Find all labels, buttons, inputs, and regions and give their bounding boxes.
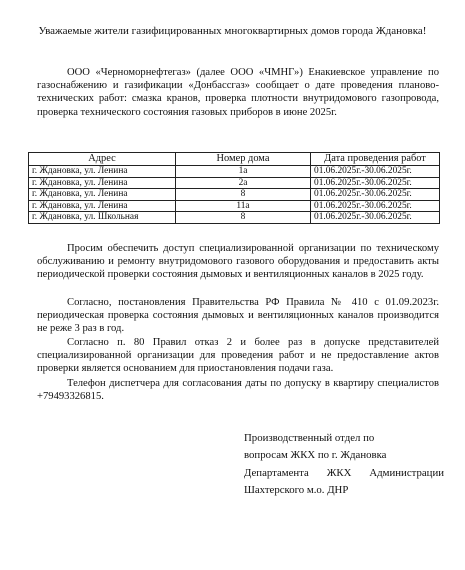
cell-dates: 01.06.2025г.-30.06.2025г.: [311, 189, 440, 201]
cell-address: г. Ждановка, ул. Ленина: [29, 177, 176, 189]
signature-block: [244, 430, 444, 499]
decree-paragraph: Согласно, постановления Правительства РФ Правила № 410 с 01.09.2023г. периодическая проверка состояния дымовых и вентиляционных каналов производится не реже 3 раз в год.: [37, 297, 439, 335]
cell-house: 11а: [176, 200, 311, 212]
table-row: [29, 166, 440, 178]
signature-word-zhkh: ЖКХ: [326, 466, 352, 479]
cell-address: г. Ждановка, ул. Ленина: [29, 189, 176, 201]
cell-house: 1а: [176, 166, 311, 178]
signature-word-administration: Администрации: [369, 466, 444, 479]
signature-line-3: [244, 465, 444, 482]
cell-dates: 01.06.2025г.-30.06.2025г.: [311, 166, 440, 178]
signature-line-1: Производственный отдел по: [244, 432, 375, 444]
column-header-house: Номер дома: [176, 153, 311, 166]
column-header-dates: Дата проведения работ: [311, 153, 440, 166]
cell-dates: 01.06.2025г.-30.06.2025г.: [311, 200, 440, 212]
cell-address: г. Ждановка, ул. Ленина: [29, 200, 176, 212]
table-row: [29, 177, 440, 189]
cell-address: г. Ждановка, ул. Школьная: [29, 212, 176, 224]
signature-line-4: Шахтерского м.о. ДНР: [244, 483, 349, 496]
table-row: [29, 200, 440, 212]
table-row: [29, 212, 440, 224]
phone-paragraph: Телефон диспетчера для согласования даты по допуску в квартиру специалистов +79493326815.: [37, 378, 439, 403]
cell-house: 2а: [176, 177, 311, 189]
cell-dates: 01.06.2025г.-30.06.2025г.: [311, 177, 440, 189]
table-header-row: [29, 153, 440, 166]
refusal-paragraph: Согласно п. 80 Правил отказ 2 и более раз в допуске представителей специализированной организации для проведения работ и не предоставление актов проверки является основанием для приостановления подачи газа.: [37, 337, 439, 375]
cell-dates: 01.06.2025г.-30.06.2025г.: [311, 212, 440, 224]
column-header-address: Адрес: [29, 153, 176, 166]
signature-line-2: вопросам ЖКХ по г. Ждановка: [244, 449, 387, 462]
cell-address: г. Ждановка, ул. Ленина: [29, 166, 176, 178]
page-title: Уважаемые жители газифицированных многоквартирных домов города Ждановка!: [38, 25, 427, 37]
signature-word-department: Департамента: [244, 466, 309, 479]
cell-house: 8: [176, 189, 311, 201]
access-paragraph: Просим обеспечить доступ специализированной организации по техническому обслуживанию и ремонту внутридомового газового оборудования и предоставить акты периодической проверки состояния дымовых и вентиляционных каналов в 2025 году.: [37, 243, 439, 281]
table-row: [29, 189, 440, 201]
cell-house: 8: [176, 212, 311, 224]
schedule-table: [28, 152, 440, 224]
intro-paragraph: ООО «Черноморнефтегаз» (далее ООО «ЧМНГ») Енакиевское управление по газоснабжению и газификации «Донбассгаз» сообщает о дате проведения планово-технических работ: смазка кранов, проверка плотности внутридомового газопровода, проверка технического состояния газовых приборов в июне 2025г.: [37, 67, 439, 118]
